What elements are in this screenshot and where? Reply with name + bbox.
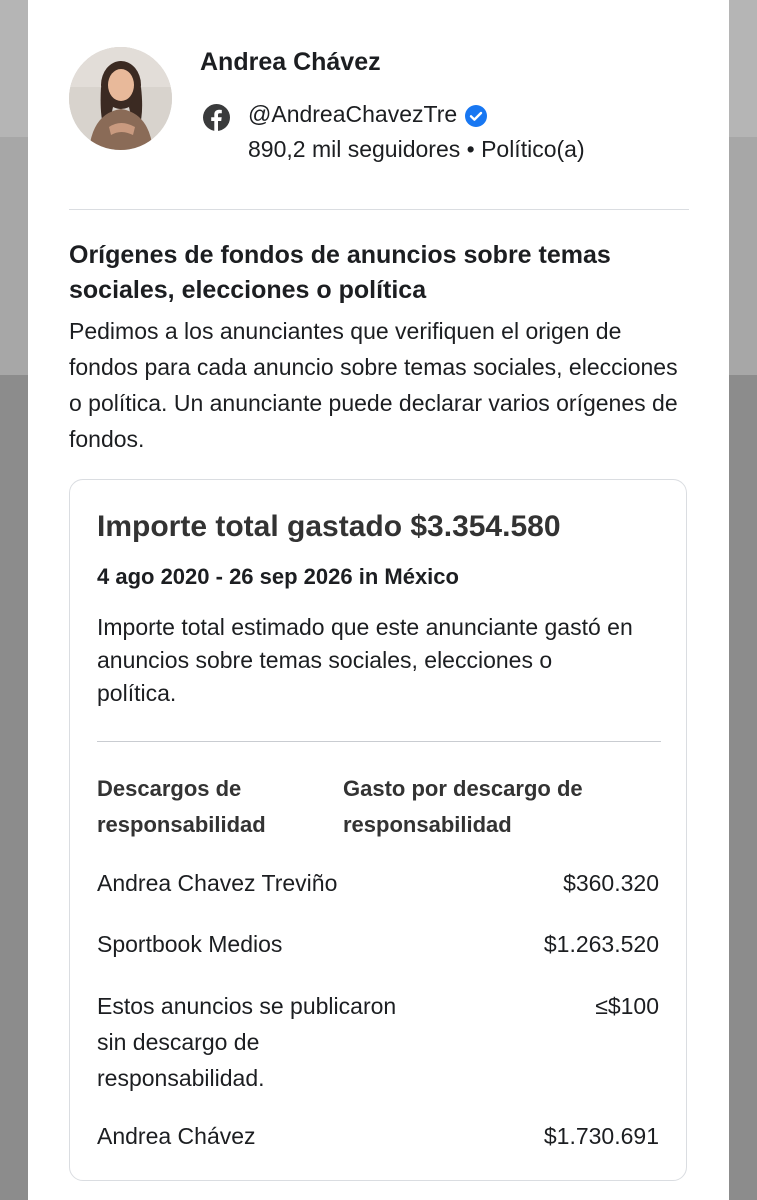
disclaimer-spend: ≤$100 <box>595 993 659 1019</box>
total-spend-card <box>69 479 687 1181</box>
total-spend-title: Importe total gastado $3.354.580 <box>97 510 561 543</box>
backdrop-left <box>0 0 28 1200</box>
avatar[interactable] <box>69 47 172 150</box>
verified-badge-icon <box>465 105 487 127</box>
facebook-icon <box>203 104 230 131</box>
followers-category: 890,2 mil seguidores • Político(a) <box>248 136 585 162</box>
backdrop-right <box>729 0 757 1200</box>
section-description: Pedimos a los anunciantes que verifiquen el origen de fondos para cada anuncio sobre temas sociales, elecciones o política. Un anunciante puede declarar varios orígenes de fondos. <box>69 318 678 452</box>
column-header-spend: Gasto por descargo de responsabilidad <box>343 776 583 837</box>
column-header-disclaimer: Descargos de responsabilidad <box>97 776 266 837</box>
disclaimer-name: Andrea Chávez <box>97 1123 256 1149</box>
divider <box>69 209 689 210</box>
profile-name[interactable]: Andrea Chávez <box>200 48 381 76</box>
disclaimer-spend: $1.730.691 <box>543 1123 659 1149</box>
card-divider <box>97 741 661 742</box>
disclaimer-name: Estos anuncios se publicaron sin descargo de responsabilidad. <box>97 993 397 1091</box>
disclaimer-spend: $1.263.520 <box>543 931 659 957</box>
avatar-image <box>69 47 172 150</box>
advertiser-panel <box>28 0 729 1200</box>
disclaimer-name: Andrea Chavez Treviño <box>97 870 338 896</box>
section-title: Orígenes de fondos de anuncios sobre temas sociales, elecciones o política <box>69 241 611 304</box>
page-handle[interactable]: @AndreaChavezTre <box>248 101 458 127</box>
date-range: 4 ago 2020 - 26 sep 2026 in México <box>97 564 459 589</box>
disclaimer-spend: $360.320 <box>563 870 659 896</box>
total-spend-description: Importe total estimado que este anunciante gastó en anuncios sobre temas sociales, elecciones o política. <box>97 614 633 706</box>
disclaimer-name: Sportbook Medios <box>97 931 283 957</box>
